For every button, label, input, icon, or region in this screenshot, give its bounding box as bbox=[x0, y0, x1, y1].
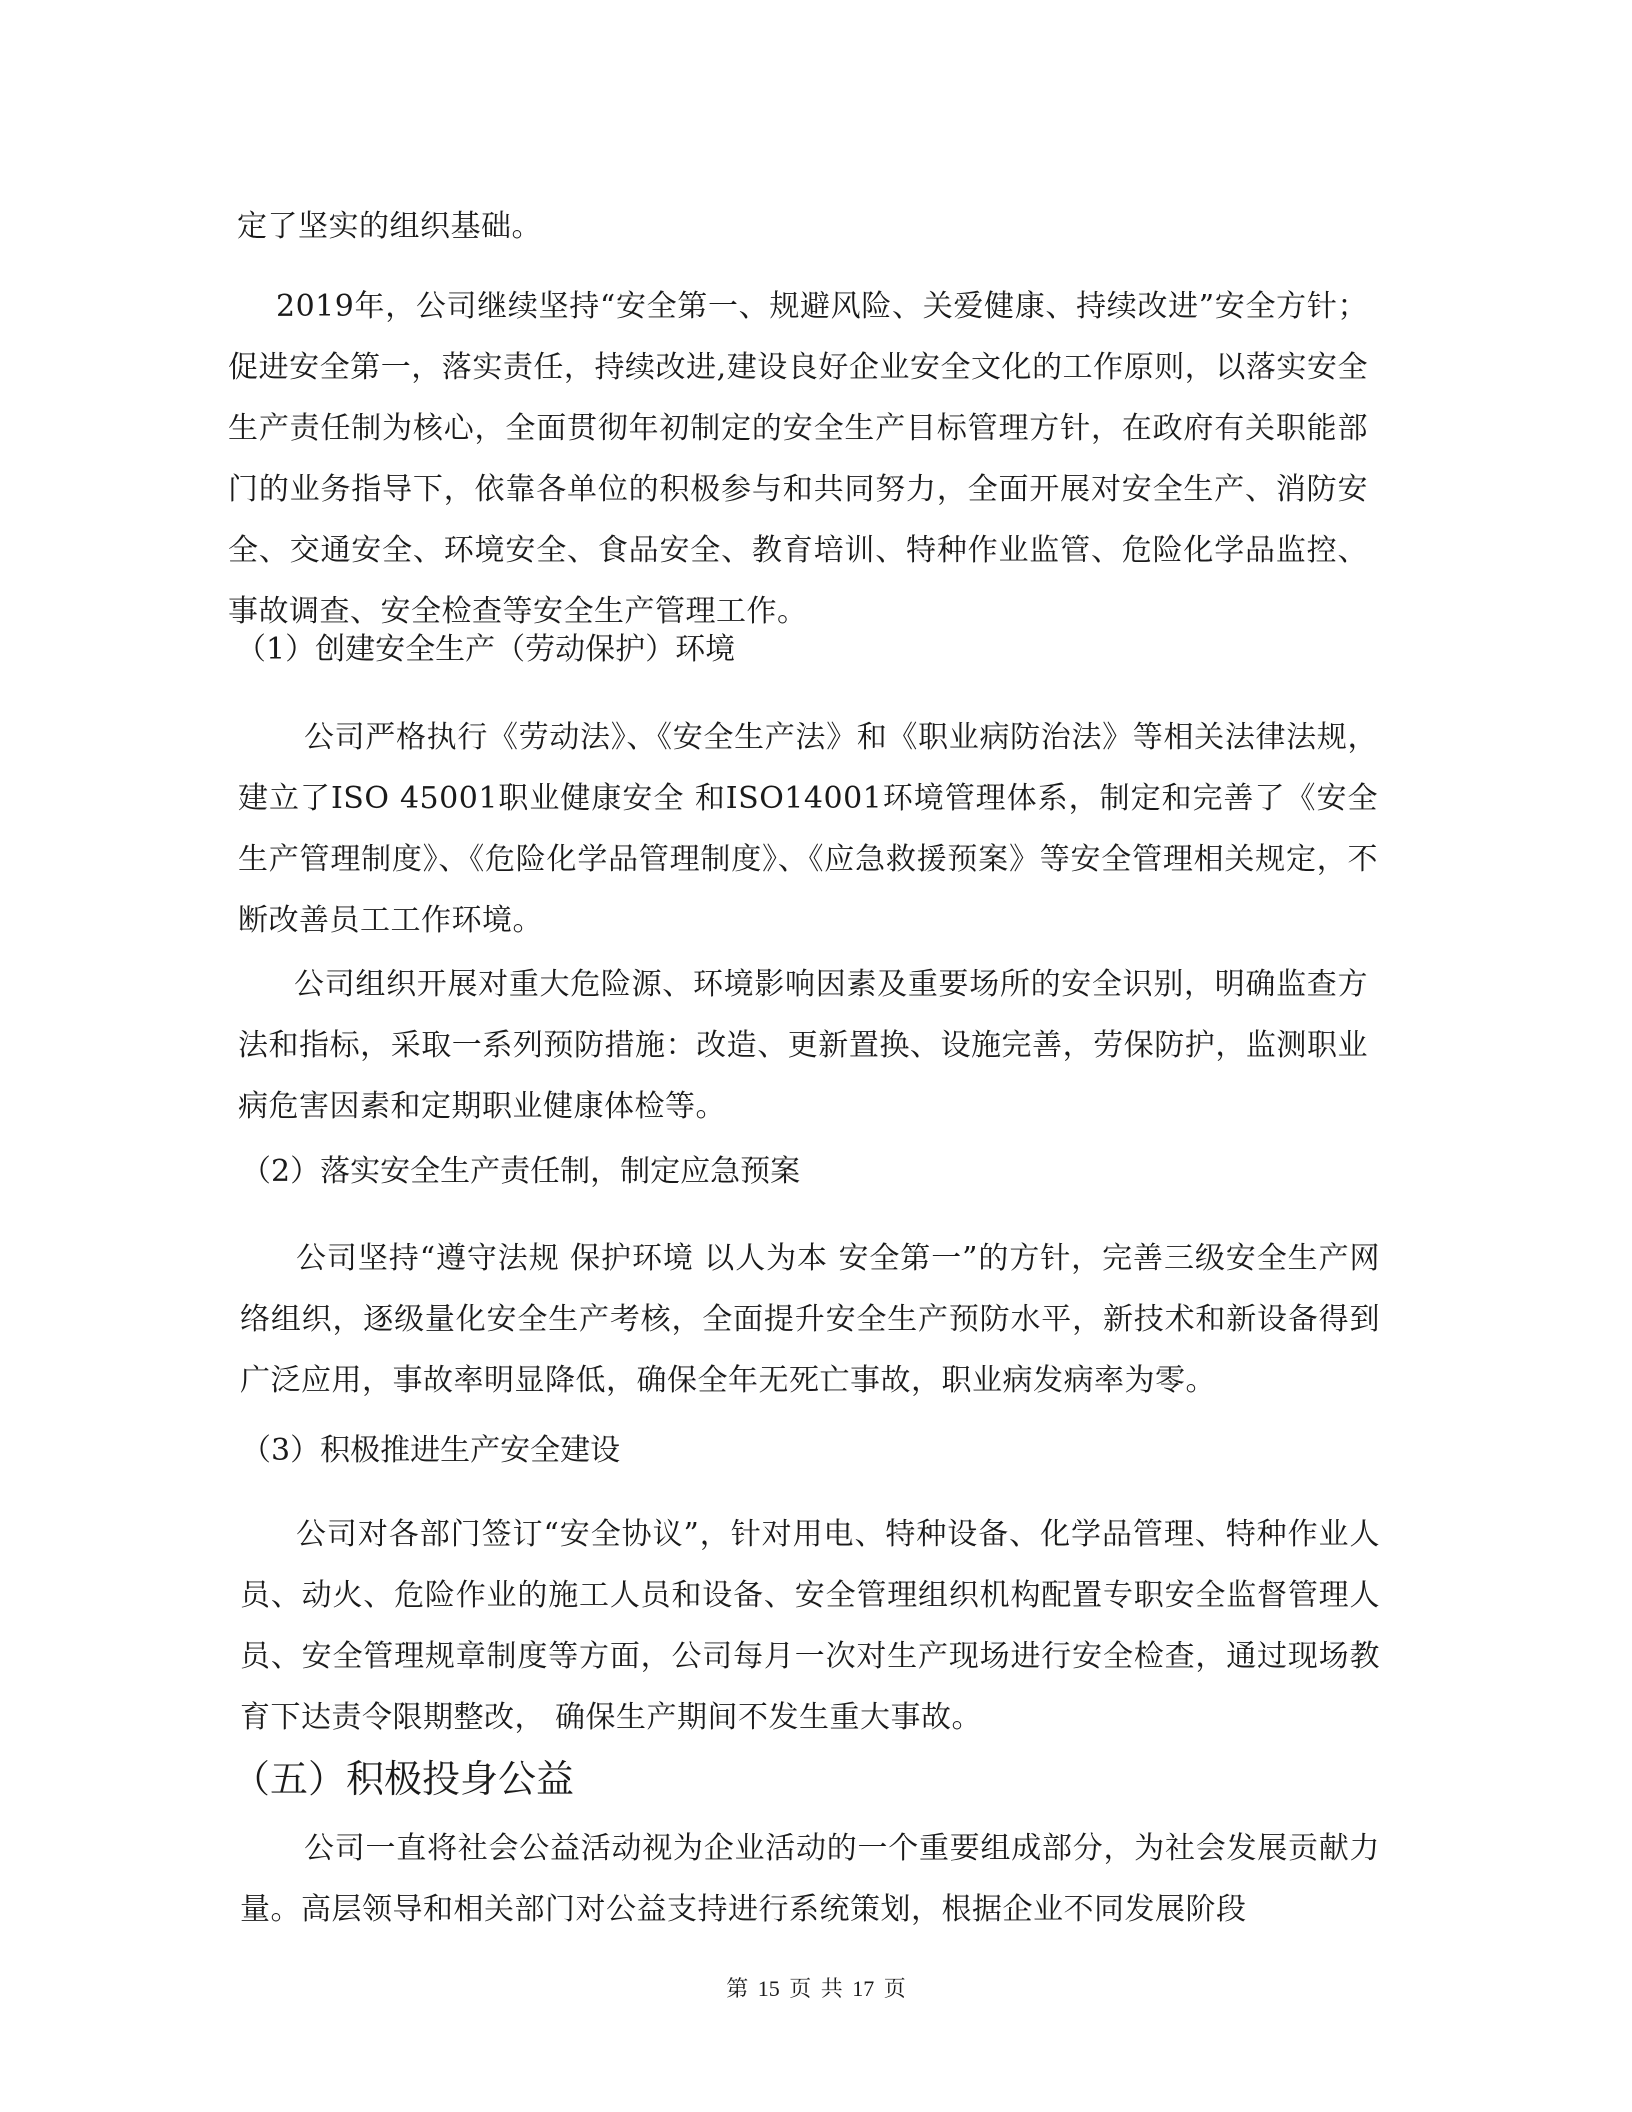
page-number-footer: 第 15 页 共 17 页 bbox=[726, 1976, 906, 2001]
paragraph-responsibility-system: 公司坚持“遵守法规 保护环境 以人为本 安全第一”的方针，完善三级安全生产网络组织，逐级量化安全生产考核，全面提升安全生产预防水平，新技术和新设备得到广泛应用，事故率明显降低，确保全年无死亡事故，职业病发病率为零。 bbox=[240, 1241, 1380, 1398]
subheading-3: （3）积极推进生产安全建设 bbox=[241, 1433, 621, 1468]
paragraph-public-welfare: 公司一直将社会公益活动视为企业活动的一个重要组成部分，为社会发展贡献力量。高层领导和相关部门对公益支持进行系统策划，根据企业不同发展阶段 bbox=[240, 1831, 1380, 1927]
paragraph-safety-policy: 2019年，公司继续坚持“安全第一、规避风险、关爱健康、持续改进”安全方针； 促进安全第一，落实责任，持续改进,建设良好企业安全文化的工作原则，以落实安全生产责任制为核心，全面贯彻年初制定的安全生产目标管理方针，在政府有关职能部门的业务指导下，依靠各单位的积极参与和共同努力，全面开展对安全生产、消防安全、交通安全、环境安全、食品安全、教育培训、特种作业监管、危险化学品监控、事故调查、安全检查等安全生产管理工作。 bbox=[228, 289, 1368, 629]
section-heading: （五）积极投身公益 bbox=[232, 1757, 575, 1801]
paragraph-laws-compliance: 公司严格执行《劳动法》、《安全生产法》和《职业病防治法》等相关法律法规，建立了ISO 45001职业健康安全 和ISO14001环境管理体系，制定和完善了《安全生产管理制度》、《危险化学品管理制度》、《应急救援预案》等安全管理相关规定，不断改善员工工作环境。 bbox=[238, 720, 1378, 938]
subheading-2: （2）落实安全生产责任制，制定应急预案 bbox=[241, 1154, 801, 1189]
paragraph-safety-agreement: 公司对各部门签订“安全协议”，针对用电、特种设备、化学品管理、特种作业人员、动火、危险作业的施工人员和设备、安全管理组织机构配置专职安全监督管理人员、安全管理规章制度等方面，公司每月一次对生产现场进行安全检查，通过现场教育下达责令限期整改， 确保生产期间不发生重大事故。 bbox=[240, 1517, 1380, 1735]
paragraph-continuation: 定了坚实的组织基础。 bbox=[237, 209, 542, 244]
paragraph-hazard-identification: 公司组织开展对重大危险源、环境影响因素及重要场所的安全识别，明确监查方法和指标，采取一系列预防措施：改造、更新置换、设施完善，劳保防护，监测职业病危害因素和定期职业健康体检等。 bbox=[238, 967, 1368, 1124]
subheading-1: （1）创建安全生产（劳动保护）环境 bbox=[236, 632, 736, 667]
